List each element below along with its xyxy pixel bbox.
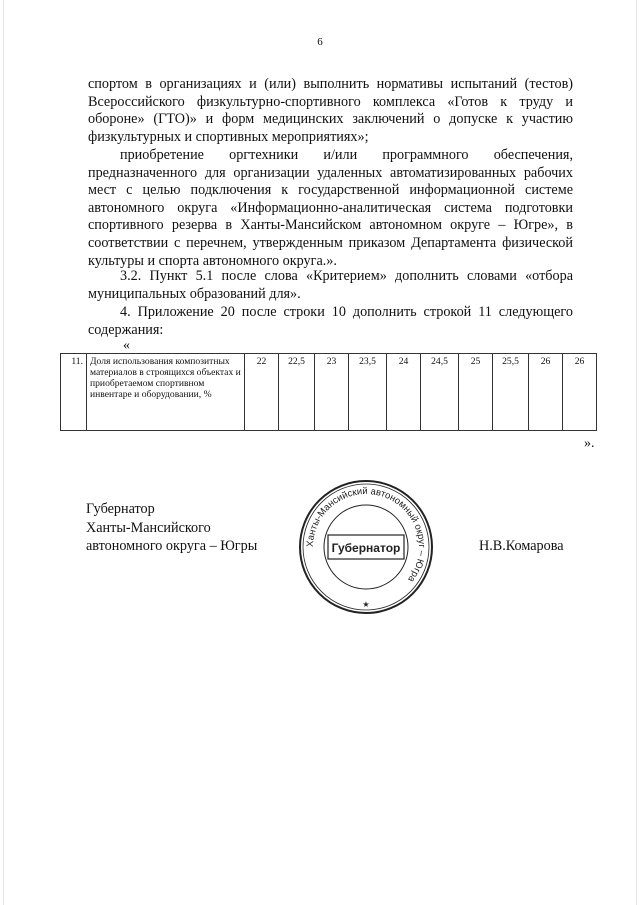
value-cell: 25 xyxy=(459,354,493,431)
value-cell: 24 xyxy=(387,354,421,431)
page-number: 6 xyxy=(317,36,323,48)
value-cell: 23,5 xyxy=(349,354,387,431)
paragraph-equipment: приобретение оргтехники и/или программного обеспечения, предназначенного для организации удаленных автоматизированных рабочих мест с целью подключения к государственной информационной системе автономного округа «Информационно-аналитическая система подготовки спортивного резерва в Ханты-Мансийском автономном округе – Югре», в соответствии с перечнем, утвержденным приказом Департамента физической культуры и спорта автономного округа.». xyxy=(88,147,573,269)
paragraph-gto: спортом в организациях и (или) выполнить нормативы испытаний (тестов) Всероссийского физкультурно-спортивного комплекса «Готов к труду и обороне» (ГТО)» и форм медицинских заключений о допуске к участию физкультурных и спортивных мероприятиях»; xyxy=(88,76,573,145)
row-number-cell: 11. xyxy=(61,354,87,431)
paragraph-point-3-2: 3.2. Пункт 5.1 после слова «Критерием» дополнить словами «отбора муниципальных образований для». xyxy=(88,268,573,302)
governor-seal xyxy=(296,477,436,617)
signature-title: Губернатор xyxy=(86,501,155,517)
scan-edge-right xyxy=(636,0,637,905)
opening-quote: « xyxy=(123,338,130,353)
indicator-table xyxy=(60,353,597,431)
value-cell: 23 xyxy=(315,354,349,431)
seal-ring-text: Ханты-Мансийский автономный округ – Югра xyxy=(304,485,428,585)
signer-name: Н.В.Комарова xyxy=(479,538,564,554)
value-cell: 26 xyxy=(563,354,597,431)
scan-edge-left xyxy=(3,0,4,905)
signature-region-2: автономного округа – Югры xyxy=(86,538,258,554)
closing-quote: ». xyxy=(584,436,595,451)
value-cell: 22 xyxy=(245,354,279,431)
value-cell: 26 xyxy=(529,354,563,431)
value-cell: 24,5 xyxy=(421,354,459,431)
value-cell: 25,5 xyxy=(493,354,529,431)
seal-center-text: Губернатор xyxy=(331,541,401,555)
seal-star: ★ xyxy=(362,600,370,609)
value-cell: 22,5 xyxy=(279,354,315,431)
paragraph-point-4: 4. Приложение 20 после строки 10 дополнить строкой 11 следующего содержания: xyxy=(88,304,573,338)
signature-block xyxy=(86,500,257,556)
signature-region: Ханты-Мансийского xyxy=(86,519,211,536)
table-row xyxy=(61,354,597,431)
indicator-cell: Доля использования композитных материалов в строящихся объектах и приобретаемом спортивном инвентаре и оборудовании, % xyxy=(87,354,245,431)
